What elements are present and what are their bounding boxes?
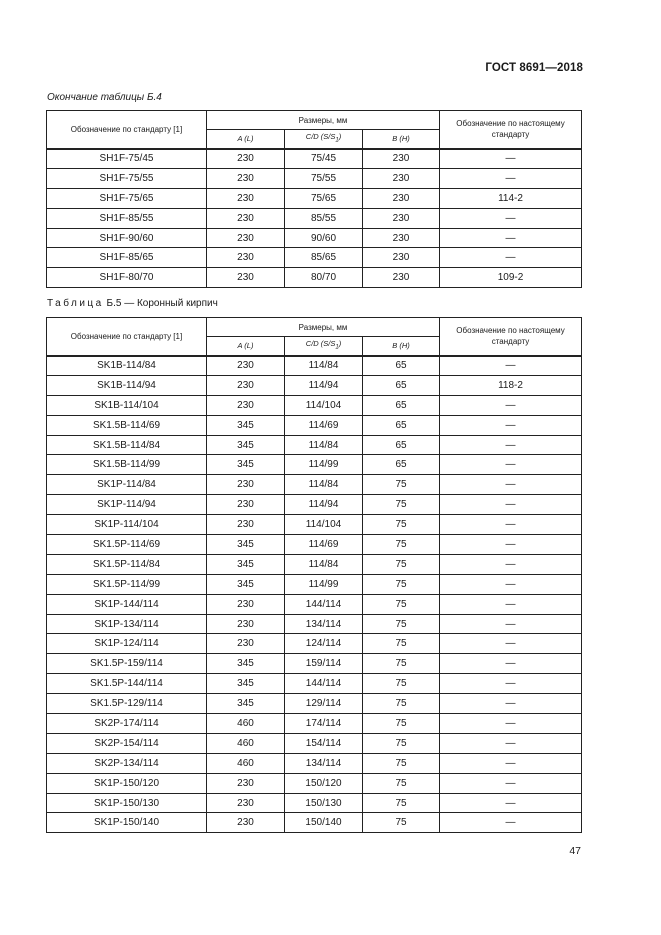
size-b-cell: 75 — [363, 793, 440, 813]
col-b-header: B (H) — [363, 337, 440, 356]
designation-cell: SK1B-114/104 — [47, 395, 207, 415]
table-row — [47, 733, 582, 753]
this-standard-cell: — — [440, 594, 582, 614]
size-a-cell: 230 — [207, 168, 285, 188]
designation-cell: SK1.5B-114/99 — [47, 455, 207, 475]
table-row — [47, 188, 582, 208]
size-a-cell: 230 — [207, 375, 285, 395]
size-cd-cell: 75/45 — [285, 149, 363, 169]
this-standard-header: Обозначение по настоящему стандарту — [440, 318, 582, 356]
size-a-cell: 345 — [207, 554, 285, 574]
size-a-cell: 230 — [207, 594, 285, 614]
size-cd-cell: 114/69 — [285, 535, 363, 555]
table-b4-body — [47, 149, 582, 288]
size-cd-cell: 134/114 — [285, 614, 363, 634]
size-b-cell: 65 — [363, 435, 440, 455]
designation-cell: SH1F-75/65 — [47, 188, 207, 208]
col-c-header: C/D $(S/S_1)$ — [285, 130, 363, 149]
this-standard-cell: — — [440, 813, 582, 833]
size-b-cell: 75 — [363, 753, 440, 773]
size-b-cell: 65 — [363, 455, 440, 475]
size-b-cell: 75 — [363, 813, 440, 833]
this-standard-cell: — — [440, 475, 582, 495]
size-b-cell: 75 — [363, 773, 440, 793]
size-cd-cell: 75/55 — [285, 168, 363, 188]
size-a-cell: 345 — [207, 455, 285, 475]
table-row — [47, 654, 582, 674]
size-a-cell: 345 — [207, 535, 285, 555]
size-a-cell: 230 — [207, 475, 285, 495]
caption-prefix: Таблица — [47, 298, 104, 309]
size-b-cell: 65 — [363, 356, 440, 376]
table-row — [47, 415, 582, 435]
this-standard-cell: — — [440, 495, 582, 515]
size-a-cell: 460 — [207, 714, 285, 734]
size-b-cell: 75 — [363, 554, 440, 574]
size-a-cell: 230 — [207, 228, 285, 248]
size-b-cell: 230 — [363, 168, 440, 188]
table-b4-caption: Окончание таблицы Б.4 — [47, 92, 162, 103]
designation-cell: SK1P-150/120 — [47, 773, 207, 793]
table-b5-body — [47, 356, 582, 833]
size-a-cell: 345 — [207, 694, 285, 714]
this-standard-cell: 118-2 — [440, 375, 582, 395]
size-b-cell: 75 — [363, 654, 440, 674]
size-b-cell: 75 — [363, 714, 440, 734]
table-row — [47, 268, 582, 288]
designation-cell: SK1.5P-129/114 — [47, 694, 207, 714]
table-row — [47, 248, 582, 268]
size-cd-cell: 150/140 — [285, 813, 363, 833]
designation-cell: SK1P-114/104 — [47, 515, 207, 535]
size-a-cell: 230 — [207, 268, 285, 288]
size-cd-cell: 114/84 — [285, 435, 363, 455]
this-standard-cell: — — [440, 733, 582, 753]
col-b-header: B (H) — [363, 130, 440, 149]
table-row — [47, 594, 582, 614]
table-b4 — [46, 110, 582, 288]
col-a-header: A (L) — [207, 337, 285, 356]
size-cd-cell: 114/84 — [285, 554, 363, 574]
size-cd-cell: 114/94 — [285, 375, 363, 395]
designation-cell: SK1.5P-159/114 — [47, 654, 207, 674]
size-cd-cell: 85/55 — [285, 208, 363, 228]
table-row — [47, 614, 582, 634]
designation-cell: SK1.5P-144/114 — [47, 674, 207, 694]
size-cd-cell: 114/84 — [285, 356, 363, 376]
table-row — [47, 375, 582, 395]
designation-cell: SK1P-114/84 — [47, 475, 207, 495]
this-standard-cell: — — [440, 535, 582, 555]
designation-cell: SK1P-150/140 — [47, 813, 207, 833]
col-c-header: C/D $(S/S_1)$ — [285, 337, 363, 356]
size-a-cell: 460 — [207, 753, 285, 773]
designation-cell: SK1B-114/94 — [47, 375, 207, 395]
table-row — [47, 634, 582, 654]
table-row — [47, 149, 582, 169]
size-b-cell: 75 — [363, 733, 440, 753]
size-a-cell: 230 — [207, 149, 285, 169]
size-b-cell: 75 — [363, 535, 440, 555]
size-cd-cell: 114/104 — [285, 395, 363, 415]
designation-cell: SH1F-85/65 — [47, 248, 207, 268]
this-standard-cell: — — [440, 694, 582, 714]
size-a-cell: 345 — [207, 674, 285, 694]
size-cd-cell: 114/84 — [285, 475, 363, 495]
table-row — [47, 356, 582, 376]
designation-cell: SK1.5P-114/99 — [47, 574, 207, 594]
size-b-cell: 75 — [363, 515, 440, 535]
size-b-cell: 230 — [363, 188, 440, 208]
size-a-cell: 345 — [207, 415, 285, 435]
this-standard-cell: — — [440, 208, 582, 228]
designation-cell: SK1P-134/114 — [47, 614, 207, 634]
size-a-cell: 230 — [207, 634, 285, 654]
size-b-cell: 75 — [363, 694, 440, 714]
size-a-cell: 230 — [207, 773, 285, 793]
size-cd-cell: 154/114 — [285, 733, 363, 753]
this-standard-cell: — — [440, 714, 582, 734]
designation-cell: SK1.5P-114/84 — [47, 554, 207, 574]
table-row — [47, 773, 582, 793]
designation-cell: SH1F-90/60 — [47, 228, 207, 248]
designation-cell: SK1.5B-114/84 — [47, 435, 207, 455]
this-standard-cell: — — [440, 773, 582, 793]
this-standard-cell: — — [440, 356, 582, 376]
size-a-cell: 230 — [207, 515, 285, 535]
this-standard-cell: — — [440, 248, 582, 268]
size-b-cell: 65 — [363, 375, 440, 395]
size-a-cell: 230 — [207, 356, 285, 376]
size-cd-cell: 80/70 — [285, 268, 363, 288]
size-a-cell: 345 — [207, 435, 285, 455]
this-standard-cell: — — [440, 634, 582, 654]
size-cd-cell: 75/65 — [285, 188, 363, 208]
table-row — [47, 515, 582, 535]
designation-cell: SK1.5B-114/69 — [47, 415, 207, 435]
size-a-cell: 345 — [207, 654, 285, 674]
table-row — [47, 208, 582, 228]
table-row — [47, 168, 582, 188]
size-b-cell: 230 — [363, 208, 440, 228]
size-b-cell: 65 — [363, 395, 440, 415]
document-code: ГОСТ 8691—2018 — [485, 62, 583, 74]
designation-cell: SK1P-150/130 — [47, 793, 207, 813]
size-a-cell: 230 — [207, 395, 285, 415]
table-row — [47, 395, 582, 415]
designation-cell: SK1P-124/114 — [47, 634, 207, 654]
table-row — [47, 554, 582, 574]
size-cd-cell: 134/114 — [285, 753, 363, 773]
size-cd-cell: 159/114 — [285, 654, 363, 674]
this-standard-cell: — — [440, 149, 582, 169]
designation-cell: SH1F-75/55 — [47, 168, 207, 188]
designation-cell: SK1P-114/94 — [47, 495, 207, 515]
size-b-cell: 75 — [363, 594, 440, 614]
table-row — [47, 714, 582, 734]
size-b-cell: 230 — [363, 149, 440, 169]
designation-header: Обозначение по стандарту [1] — [47, 318, 207, 356]
size-b-cell: 75 — [363, 674, 440, 694]
table-row — [47, 574, 582, 594]
size-a-cell: 230 — [207, 208, 285, 228]
size-b-cell: 230 — [363, 228, 440, 248]
this-standard-cell: — — [440, 654, 582, 674]
sizes-header: Размеры, мм — [207, 318, 440, 337]
designation-header: Обозначение по стандарту [1] — [47, 111, 207, 149]
size-a-cell: 230 — [207, 495, 285, 515]
this-standard-cell: — — [440, 228, 582, 248]
table-row — [47, 228, 582, 248]
size-cd-cell: 114/69 — [285, 415, 363, 435]
designation-cell: SH1F-75/45 — [47, 149, 207, 169]
this-standard-cell: — — [440, 674, 582, 694]
table-row — [47, 475, 582, 495]
this-standard-cell: — — [440, 554, 582, 574]
designation-cell: SH1F-85/55 — [47, 208, 207, 228]
caption-text: — Коронный кирпич — [124, 298, 218, 309]
size-cd-cell: 124/114 — [285, 634, 363, 654]
table-row — [47, 694, 582, 714]
this-standard-cell: — — [440, 753, 582, 773]
this-standard-cell: — — [440, 614, 582, 634]
this-standard-cell: — — [440, 574, 582, 594]
col-a-header: A (L) — [207, 130, 285, 149]
size-a-cell: 460 — [207, 733, 285, 753]
page-number: 47 — [569, 845, 581, 857]
table-b5 — [46, 317, 582, 833]
table-b5-caption — [47, 298, 218, 309]
table-row — [47, 435, 582, 455]
this-standard-cell: — — [440, 793, 582, 813]
table-row — [47, 455, 582, 475]
this-standard-cell: — — [440, 415, 582, 435]
sizes-header: Размеры, мм — [207, 111, 440, 130]
this-standard-cell: 114-2 — [440, 188, 582, 208]
size-cd-cell: 114/99 — [285, 574, 363, 594]
size-cd-cell: 144/114 — [285, 674, 363, 694]
size-b-cell: 75 — [363, 495, 440, 515]
this-standard-cell: 109-2 — [440, 268, 582, 288]
size-cd-cell: 85/65 — [285, 248, 363, 268]
table-row — [47, 813, 582, 833]
size-b-cell: 75 — [363, 475, 440, 495]
designation-cell: SK2P-134/114 — [47, 753, 207, 773]
size-a-cell: 230 — [207, 614, 285, 634]
size-cd-cell: 90/60 — [285, 228, 363, 248]
size-cd-cell: 174/114 — [285, 714, 363, 734]
size-b-cell: 75 — [363, 574, 440, 594]
designation-cell: SK1B-114/84 — [47, 356, 207, 376]
size-cd-cell: 144/114 — [285, 594, 363, 614]
this-standard-cell: — — [440, 455, 582, 475]
designation-cell: SK1.5P-114/69 — [47, 535, 207, 555]
table-row — [47, 495, 582, 515]
size-cd-cell: 129/114 — [285, 694, 363, 714]
table-row — [47, 793, 582, 813]
caption-number: Б.5 — [106, 298, 122, 309]
size-cd-cell: 114/99 — [285, 455, 363, 475]
size-a-cell: 230 — [207, 793, 285, 813]
size-a-cell: 230 — [207, 248, 285, 268]
size-b-cell: 75 — [363, 634, 440, 654]
this-standard-header: Обозначение по настоящему стандарту — [440, 111, 582, 149]
this-standard-cell: — — [440, 168, 582, 188]
size-b-cell: 230 — [363, 268, 440, 288]
designation-cell: SK1P-144/114 — [47, 594, 207, 614]
this-standard-cell: — — [440, 515, 582, 535]
size-a-cell: 230 — [207, 188, 285, 208]
size-cd-cell: 114/94 — [285, 495, 363, 515]
size-b-cell: 230 — [363, 248, 440, 268]
designation-cell: SK2P-174/114 — [47, 714, 207, 734]
designation-cell: SK2P-154/114 — [47, 733, 207, 753]
table-row — [47, 674, 582, 694]
size-b-cell: 65 — [363, 415, 440, 435]
this-standard-cell: — — [440, 435, 582, 455]
table-row — [47, 535, 582, 555]
size-cd-cell: 150/130 — [285, 793, 363, 813]
size-a-cell: 345 — [207, 574, 285, 594]
size-a-cell: 230 — [207, 813, 285, 833]
table-row — [47, 753, 582, 773]
size-cd-cell: 150/120 — [285, 773, 363, 793]
this-standard-cell: — — [440, 395, 582, 415]
size-cd-cell: 114/104 — [285, 515, 363, 535]
designation-cell: SH1F-80/70 — [47, 268, 207, 288]
size-b-cell: 75 — [363, 614, 440, 634]
